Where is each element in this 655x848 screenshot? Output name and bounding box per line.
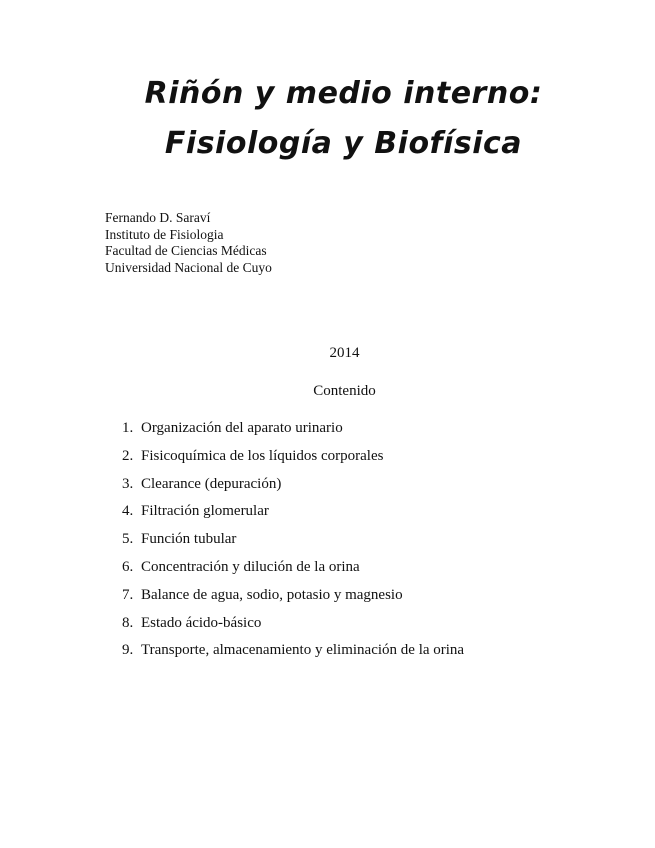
author-university: Universidad Nacional de Cuyo [105,259,272,275]
author-institute: Instituto de Fisiologia [105,226,224,242]
author-block [105,210,272,276]
toc-item-label: Clearance (depuración) [141,475,282,492]
table-of-contents [122,418,464,668]
author-name: Fernando D. Saraví [105,210,211,225]
toc-item [122,613,464,641]
toc-item-label: Transporte, almacenamiento y eliminación de la orina [141,642,465,659]
publication-year: 2014 [329,345,360,361]
toc-item-label: Organización del aparato urinario [141,420,343,436]
document-title-line-1: Riñón y medio interno: [144,76,543,111]
toc-item-number: 4. [122,503,134,520]
contents-heading: Contenido [313,383,376,399]
toc-item [122,418,464,446]
toc-item-number: 9. [122,642,134,659]
toc-item-number: 7. [122,586,134,603]
toc-item-number: 3. [122,475,134,492]
toc-item-number: 6. [122,558,134,575]
toc-item-label: Concentración y dilución de la orina [141,558,360,575]
toc-item-number: 8. [122,614,134,631]
toc-item-number: 5. [122,531,134,548]
toc-item [122,529,464,557]
toc-item [122,640,464,668]
toc-item-label: Fisicoquímica de los líquidos corporales [141,447,384,464]
author-faculty: Facultad de Ciencias Médicas [105,243,267,258]
document-title-line-2: Fisiología y Biofísica [164,126,523,161]
toc-item-label: Balance de agua, sodio, potasio y magnesio [141,586,403,603]
toc-item [122,474,464,502]
toc-item-label: Estado ácido-básico [141,614,262,631]
toc-item [122,501,464,529]
toc-item [122,446,464,474]
toc-item [122,585,464,613]
toc-item-label: Función tubular [141,531,237,548]
toc-item-number: 2. [122,447,134,464]
toc-item [122,557,464,585]
toc-item-label: Filtración glomerular [141,503,269,520]
toc-item-number: 1. [122,420,134,436]
